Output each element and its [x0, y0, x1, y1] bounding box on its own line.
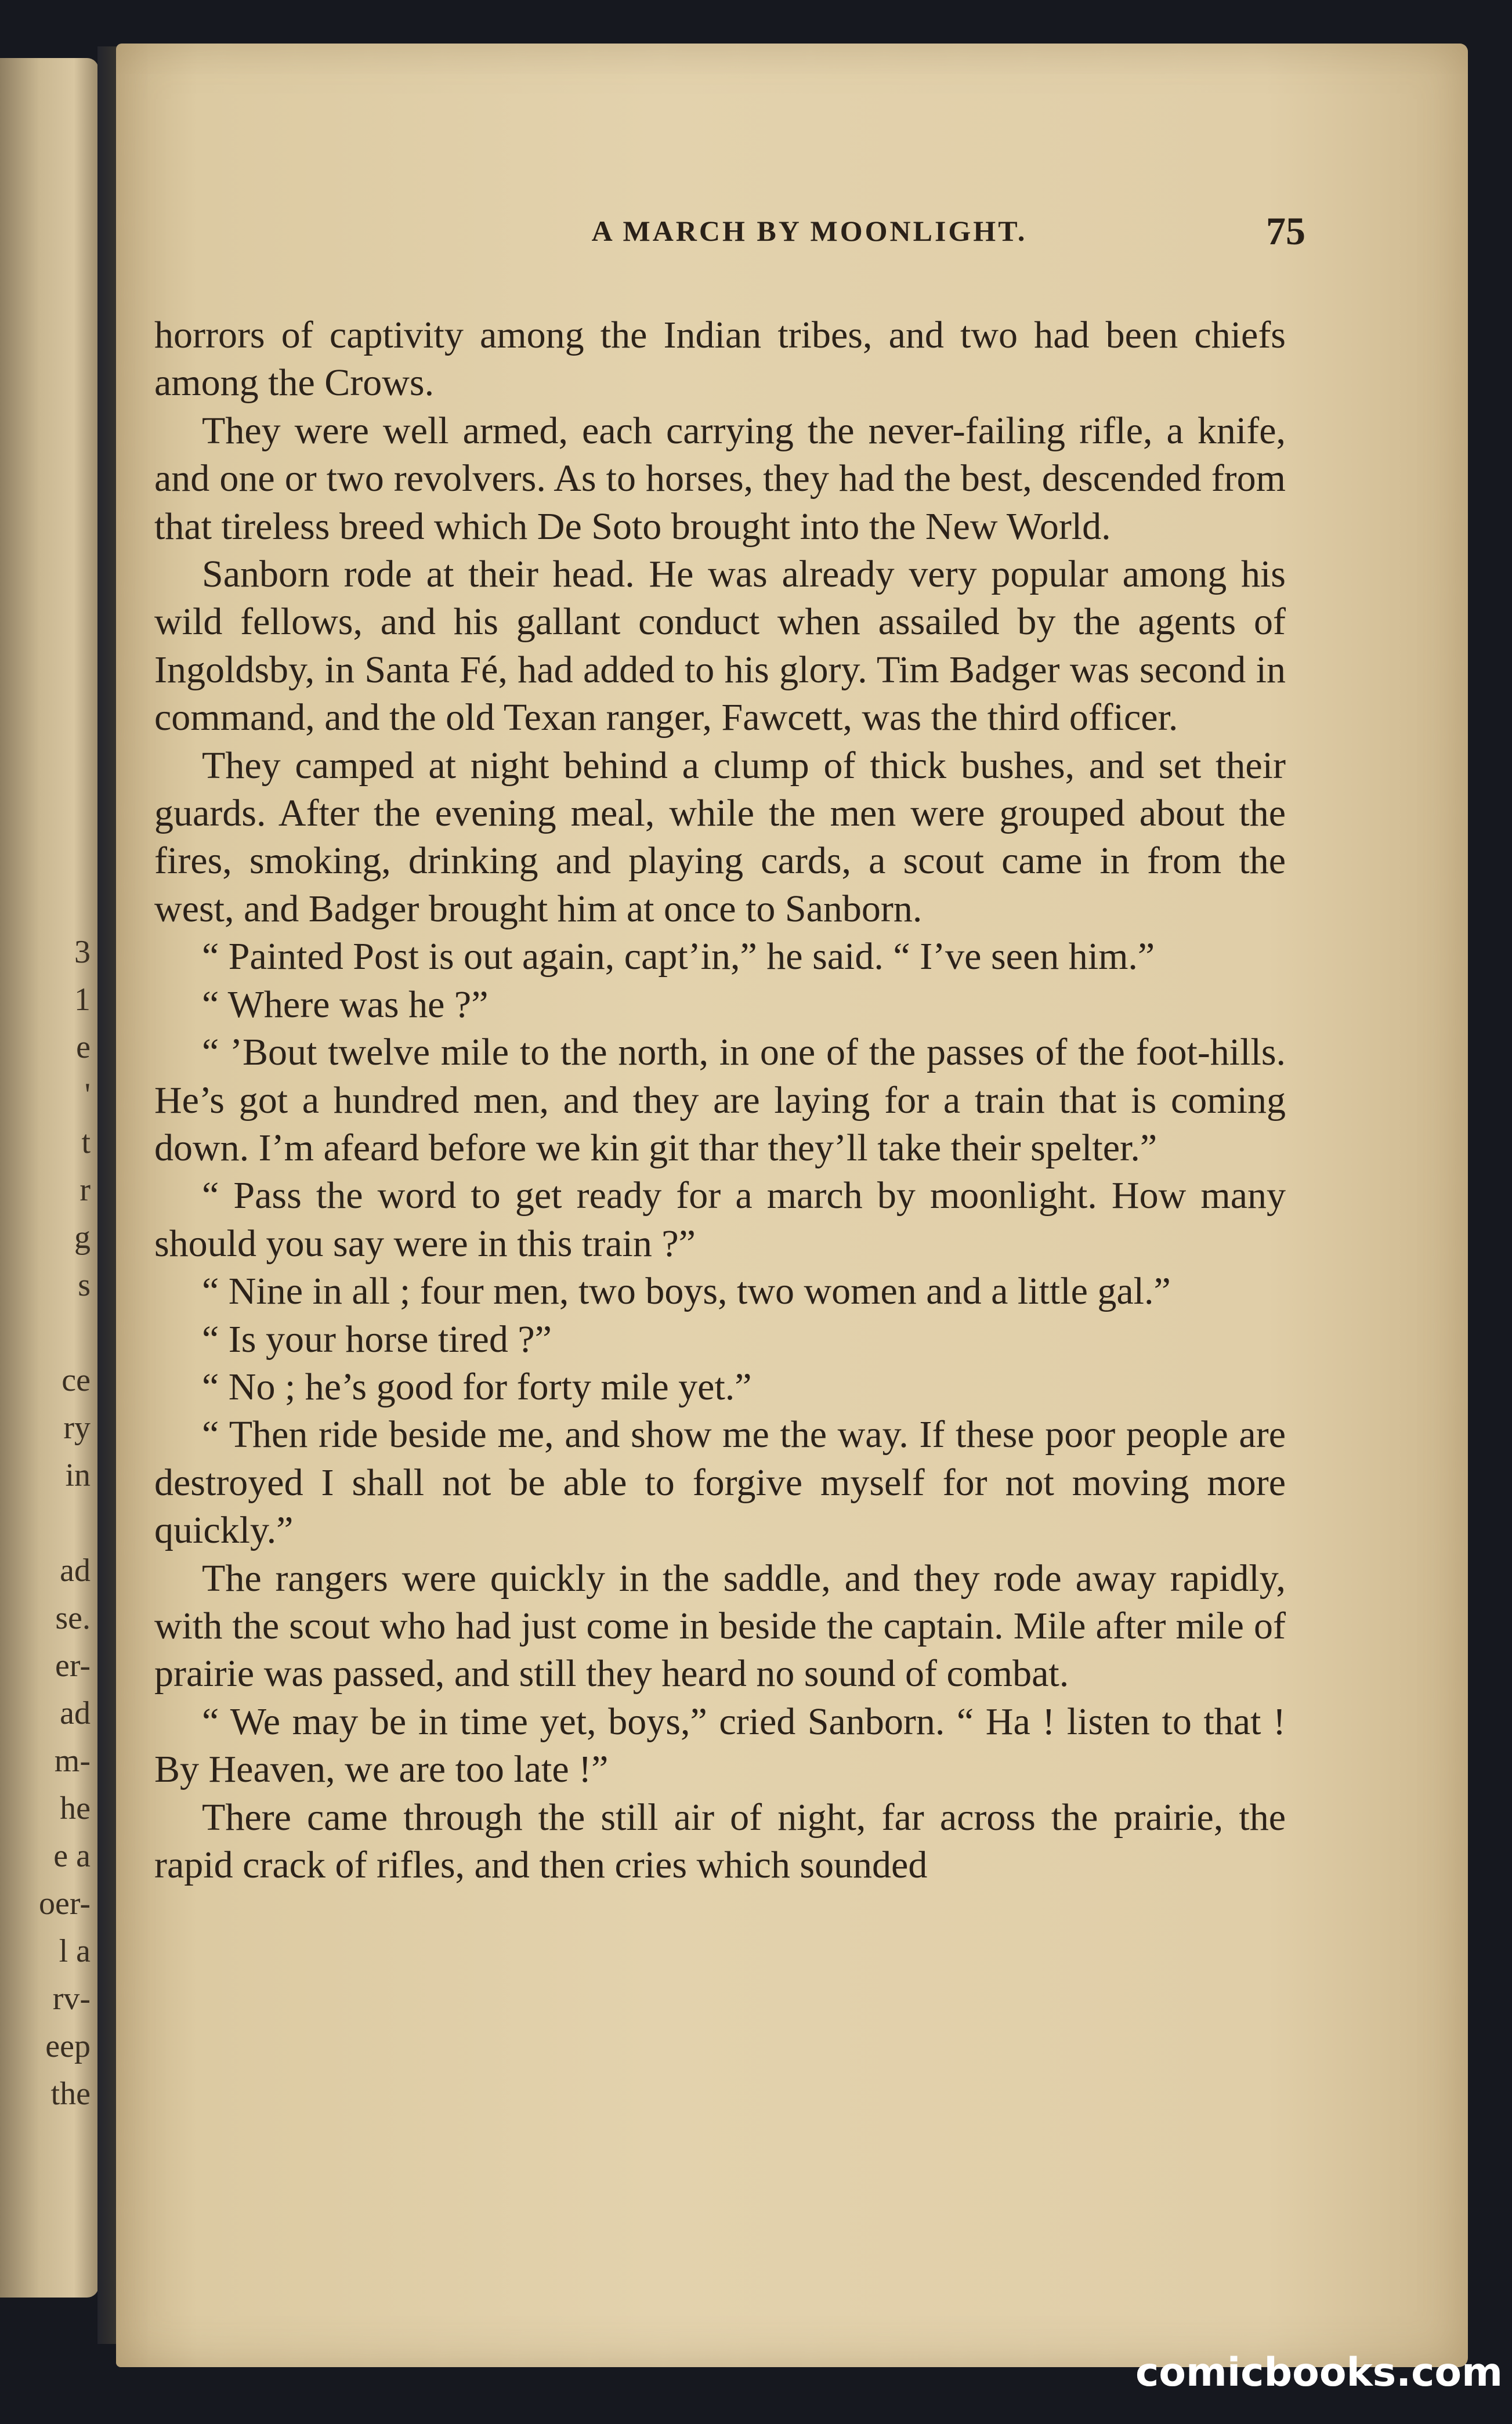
facing-fragment: t [81, 1124, 91, 1160]
dialogue-paragraph: “ Nine in all ; four men, two boys, two women and a little gal.” [202, 1270, 1171, 1313]
facing-fragment: ad [60, 1553, 91, 1589]
facing-fragment: s [78, 1267, 91, 1303]
facing-fragment: he [60, 1790, 91, 1826]
running-title: A MARCH BY MOONLIGHT. [591, 215, 1028, 247]
facing-fragment: e [76, 1029, 91, 1065]
facing-fragment: ry [63, 1410, 91, 1446]
facing-fragment: e a [53, 1838, 91, 1874]
facing-fragment: 3 [74, 934, 91, 970]
facing-fragment: in [65, 1457, 91, 1493]
facing-page-edge [0, 58, 99, 2298]
dialogue-paragraph: “ Where was he ?” [202, 983, 489, 1026]
dialogue-paragraph: “ Then ride beside me, and show me the way. If these poor people are destroyed I shall not be able to forgive myself for not moving more quickly.” [154, 1413, 1286, 1552]
facing-fragment: se. [55, 1600, 91, 1636]
site-watermark: comicbooks.com [1135, 2350, 1503, 2396]
dialogue-paragraph: “ We may be in time yet, boys,” cried Sanborn. “ Ha ! listen to that ! By Heaven, we are too late !” [154, 1700, 1286, 1791]
facing-fragment [3, 1499, 91, 1547]
facing-fragment: the [50, 2076, 91, 2112]
facing-fragment: g [74, 1220, 91, 1256]
facing-fragment: er- [55, 1648, 91, 1684]
facing-page-text-fragments [3, 928, 91, 2118]
body-text [154, 312, 1286, 1889]
dialogue-paragraph: “ No ; he’s good for forty mile yet.” [202, 1365, 752, 1408]
dialogue-paragraph: “ Is your horse tired ?” [202, 1318, 552, 1361]
book-page [116, 44, 1468, 2367]
paragraph: Sanborn rode at their head. He was already very popular among his wild fellows, and his gallant conduct when assailed by the agents of Ingoldsby, in Santa Fé, had added to his glory. Tim Badger was second in command, and the old Texan ranger, Fawcett, was the third officer. [154, 553, 1286, 739]
facing-fragment: oer- [38, 1886, 91, 1922]
paragraph: horrors of captivity among the Indian tribes, and two had been chiefs among the Crows. [154, 314, 1286, 404]
paragraph: There came through the still air of night, far across the prairie, the rapid crack of rifles, and then cries which sounded [154, 1796, 1286, 1886]
dialogue-paragraph: “ Pass the word to get ready for a march by moonlight. How many should you say were in this train ?” [154, 1174, 1286, 1265]
facing-fragment: eep [45, 2028, 91, 2064]
facing-fragment: r [79, 1172, 91, 1208]
page-number: 75 [1266, 209, 1305, 253]
facing-fragment: ce [62, 1362, 91, 1398]
paragraph: They camped at night behind a clump of thick bushes, and set their guards. After the evening meal, while the men were grouped about the fires, smoking, drinking and playing cards, a scout came in from the west, and Badger brought him at once to Sanborn. [154, 744, 1286, 930]
dialogue-paragraph: “ ’Bout twelve mile to the north, in one of the passes of the foot-hills. He’s got a hundred men, and they are laying for a train that is coming down. I’m afeard before we kin git thar they’ll take their spelter.” [154, 1031, 1286, 1169]
facing-fragment: m- [54, 1743, 91, 1779]
dialogue-paragraph: “ Painted Post is out again, capt’in,” he said. “ I’ve seen him.” [202, 935, 1155, 978]
facing-fragment: 1 [74, 982, 91, 1018]
facing-fragment: rv- [52, 1981, 91, 2017]
paragraph: The rangers were quickly in the saddle, and they rode away rapidly, with the scout who had just come in beside the captain. Mile after mile of prairie was passed, and still they heard no sound of combat. [154, 1557, 1286, 1695]
facing-fragment: ad [60, 1695, 91, 1731]
facing-fragment: ' [84, 1077, 91, 1113]
paragraph: They were well armed, each carrying the never-failing rifle, a knife, and one or two revolvers. As to horses, they had the best, descended from that tireless breed which De Soto brought into the New World. [154, 409, 1286, 548]
facing-fragment [3, 1309, 91, 1356]
facing-fragment: l a [59, 1933, 91, 1969]
